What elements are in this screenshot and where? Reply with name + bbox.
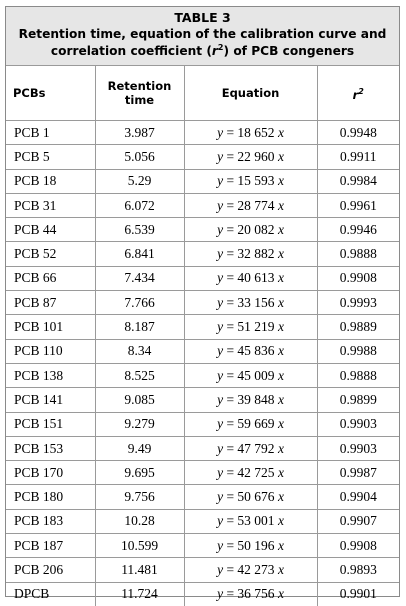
table-row xyxy=(6,558,399,582)
cell-pcb: PCB 66 xyxy=(6,266,95,290)
caption-text-post: ) of PCB congeners xyxy=(223,44,355,58)
cell-equation: y = 47 792 x xyxy=(184,436,317,460)
table-row xyxy=(6,461,399,485)
cell-r2: 0.9908 xyxy=(317,266,399,290)
table-header-row xyxy=(6,66,399,121)
cell-r2: 0.9988 xyxy=(317,339,399,363)
cell-retention-time: 9.085 xyxy=(95,388,184,412)
cell-retention-time: 9.756 xyxy=(95,485,184,509)
header-retention-time xyxy=(95,66,184,121)
cell-equation: y = 42 725 x xyxy=(184,461,317,485)
header-pcbs: PCBs xyxy=(6,66,95,121)
cell-equation: y = 40 613 x xyxy=(184,266,317,290)
header-r2 xyxy=(317,66,399,121)
cell-pcb: PCB 18 xyxy=(6,169,95,193)
cell-equation: y = 15 593 x xyxy=(184,169,317,193)
table-row xyxy=(6,339,399,363)
data-table xyxy=(6,65,399,606)
table-row xyxy=(6,363,399,387)
cell-r2: 0.9908 xyxy=(317,534,399,558)
header-r2-superscript: 2 xyxy=(358,86,364,96)
table-row xyxy=(6,145,399,169)
cell-pcb: PCB 141 xyxy=(6,388,95,412)
table-row xyxy=(6,315,399,339)
cell-r2: 0.9946 xyxy=(317,218,399,242)
cell-retention-time: 10.28 xyxy=(95,509,184,533)
cell-r2: 0.9993 xyxy=(317,291,399,315)
table-row xyxy=(6,388,399,412)
header-equation: Equation xyxy=(184,66,317,121)
cell-retention-time: 8.34 xyxy=(95,339,184,363)
cell-equation: y = 32 882 x xyxy=(184,242,317,266)
cell-equation: y = 53 001 x xyxy=(184,509,317,533)
table-label: TABLE 3 xyxy=(174,10,231,25)
cell-retention-time: 6.841 xyxy=(95,242,184,266)
table-row xyxy=(6,242,399,266)
cell-equation: y = 36 756 x xyxy=(184,582,317,606)
cell-r2: 0.9903 xyxy=(317,412,399,436)
table-row xyxy=(6,169,399,193)
cell-pcb: PCB 87 xyxy=(6,291,95,315)
table-caption-line-2 xyxy=(6,43,399,60)
cell-pcb: PCB 170 xyxy=(6,461,95,485)
cell-retention-time: 8.187 xyxy=(95,315,184,339)
cell-retention-time: 10.599 xyxy=(95,534,184,558)
cell-pcb: PCB 1 xyxy=(6,121,95,145)
cell-equation: y = 51 219 x xyxy=(184,315,317,339)
cell-r2: 0.9899 xyxy=(317,388,399,412)
cell-retention-time: 11.481 xyxy=(95,558,184,582)
cell-retention-time: 3.987 xyxy=(95,121,184,145)
cell-equation: y = 50 196 x xyxy=(184,534,317,558)
table-row xyxy=(6,218,399,242)
cell-equation: y = 28 774 x xyxy=(184,193,317,217)
cell-pcb: PCB 110 xyxy=(6,339,95,363)
cell-equation: y = 50 676 x xyxy=(184,485,317,509)
cell-r2: 0.9888 xyxy=(317,363,399,387)
cell-retention-time: 7.434 xyxy=(95,266,184,290)
cell-equation: y = 42 273 x xyxy=(184,558,317,582)
cell-pcb: PCB 52 xyxy=(6,242,95,266)
cell-retention-time: 8.525 xyxy=(95,363,184,387)
cell-retention-time: 9.695 xyxy=(95,461,184,485)
cell-r2: 0.9904 xyxy=(317,485,399,509)
cell-retention-time: 7.766 xyxy=(95,291,184,315)
cell-equation: y = 20 082 x xyxy=(184,218,317,242)
cell-pcb: PCB 153 xyxy=(6,436,95,460)
cell-pcb: PCB 5 xyxy=(6,145,95,169)
cell-pcb: PCB 44 xyxy=(6,218,95,242)
header-retention-line-2: time xyxy=(124,93,155,107)
cell-r2: 0.9903 xyxy=(317,436,399,460)
table-row xyxy=(6,582,399,606)
table-row xyxy=(6,485,399,509)
cell-pcb: DPCB xyxy=(14,586,50,602)
cell-retention-time: 11.724 xyxy=(95,582,184,606)
cell-r2: 0.9948 xyxy=(317,121,399,145)
table-row xyxy=(6,266,399,290)
table-row xyxy=(6,412,399,436)
cell-pcb: PCB 31 xyxy=(6,193,95,217)
cell-retention-time: 9.279 xyxy=(95,412,184,436)
cell-equation: y = 45 836 x xyxy=(184,339,317,363)
caption-r-superscript: 2 xyxy=(217,42,224,52)
table-container xyxy=(5,6,400,602)
cell-pcb: PCB 183 xyxy=(6,509,95,533)
cell-pcb: PCB 206 xyxy=(6,558,95,582)
cell-equation: y = 59 669 x xyxy=(184,412,317,436)
table-row xyxy=(6,291,399,315)
cell-equation: y = 22 960 x xyxy=(184,145,317,169)
cell-retention-time: 5.056 xyxy=(95,145,184,169)
cell-r2: 0.9907 xyxy=(317,509,399,533)
cell-retention-time: 6.072 xyxy=(95,193,184,217)
cell-pcb: PCB 187 xyxy=(6,534,95,558)
cell-retention-time: 5.29 xyxy=(95,169,184,193)
cell-pcb: PCB 151 xyxy=(6,412,95,436)
cell-r2: 0.9984 xyxy=(317,169,399,193)
header-retention-line-1: Retention xyxy=(107,79,172,93)
caption-text-pre: correlation coefficient ( xyxy=(50,44,212,58)
table-row xyxy=(6,193,399,217)
table-row xyxy=(6,534,399,558)
cell-retention-time: 6.539 xyxy=(95,218,184,242)
cell-r2: 0.9893 xyxy=(317,558,399,582)
cell-r2: 0.9987 xyxy=(317,461,399,485)
cell-equation: y = 45 009 x xyxy=(184,363,317,387)
cell-r2: 0.9961 xyxy=(317,193,399,217)
table-row xyxy=(6,509,399,533)
cell-pcb: PCB 180 xyxy=(6,485,95,509)
cell-r2: 0.9888 xyxy=(317,242,399,266)
cell-r2: 0.9901 xyxy=(317,582,399,606)
header-r2-base: r xyxy=(352,87,359,102)
table-body xyxy=(6,121,399,606)
caption-r-symbol: r xyxy=(211,44,218,58)
table-title-block xyxy=(6,7,399,65)
cell-equation: y = 18 652 x xyxy=(184,121,317,145)
table-row xyxy=(6,436,399,460)
cell-retention-time: 9.49 xyxy=(95,436,184,460)
cell-pcb: PCB 101 xyxy=(6,315,95,339)
cell-r2: 0.9889 xyxy=(317,315,399,339)
cell-equation: y = 33 156 x xyxy=(184,291,317,315)
table-caption-line-1: Retention time, equation of the calibration curve and xyxy=(18,27,387,41)
cell-r2: 0.9911 xyxy=(317,145,399,169)
table-row xyxy=(6,121,399,145)
cell-equation: y = 39 848 x xyxy=(184,388,317,412)
cell-pcb: PCB 138 xyxy=(6,363,95,387)
